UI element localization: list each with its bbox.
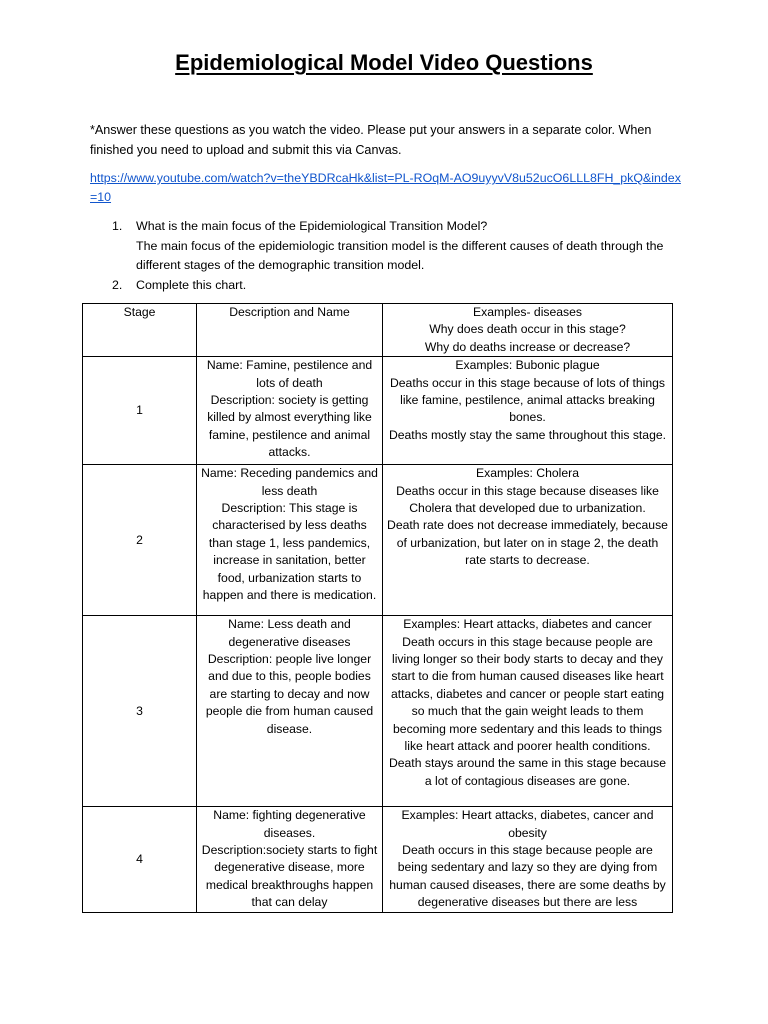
stage-description: Description: This stage is characterised by less deaths than stage 1, less pandemics, increase in sanitation, better food, urbanization starts to happen and there is medication. bbox=[202, 501, 377, 603]
table-header-row bbox=[83, 304, 673, 357]
stage-name: Name: fighting degenerative diseases. bbox=[213, 808, 366, 840]
video-link[interactable]: https://www.youtube.com/watch?v=theYBDRcaHk&list=PL-ROqM-AO9uyyvV8u52ucO6LLL8FH_pkQ&index=10 bbox=[90, 171, 681, 204]
examples-line: Death stays around the same in this stage because a lot of contagious diseases are gone. bbox=[388, 756, 667, 788]
stage-name: Name: Less death and degenerative diseases bbox=[228, 617, 351, 649]
examples-line: Deaths occur in this stage because diseases like Cholera that developed due to urbanization. bbox=[396, 483, 659, 516]
header-stage: Stage bbox=[83, 304, 197, 357]
header-examples-line: Why does death occur in this stage? bbox=[429, 322, 626, 337]
header-description: Description and Name bbox=[197, 304, 383, 357]
stage-description: Description:society starts to fight degenerative disease, more medical breakthroughs happen that can delay bbox=[201, 843, 378, 910]
stage-description: Description: people live longer and due to this, people bodies are starting to decay and now people die from human caused disease. bbox=[205, 652, 374, 736]
stage-description: Description: society is getting killed by almost everything like famine, pestilence and animal attacks. bbox=[207, 393, 372, 460]
description-cell bbox=[197, 357, 383, 465]
stage-name: Name: Receding pandemics and less death bbox=[201, 466, 378, 498]
examples-cell bbox=[383, 616, 673, 807]
question-list bbox=[112, 217, 682, 295]
answer-text: The main focus of the epidemiologic transition model is the different causes of death through the different stages of the demographic transition model. bbox=[136, 238, 664, 272]
description-cell bbox=[197, 807, 383, 912]
examples-line: Death rate does not decrease immediately, because of urbanization, but later on in stage 2, the death rate starts to decrease. bbox=[387, 518, 668, 568]
examples-line: Examples: Heart attacks, diabetes, cancer and obesity bbox=[401, 808, 654, 840]
examples-cell bbox=[383, 357, 673, 465]
table-row bbox=[83, 465, 673, 616]
question-number: 1. bbox=[112, 219, 123, 233]
examples-line: Death occurs in this stage because people are being sedentary and lazy so they are dying from human caused diseases, there are some deaths by degenerative diseases but there are less bbox=[389, 843, 666, 910]
table-row bbox=[83, 357, 673, 465]
question-text: What is the main focus of the Epidemiological Transition Model? bbox=[136, 219, 488, 233]
stage-name: Name: Famine, pestilence and lots of death bbox=[206, 358, 373, 390]
examples-line: Deaths mostly stay the same throughout this stage. bbox=[388, 427, 667, 442]
examples-line: Deaths occur in this stage because of lots of things like famine, pestilence, animal attacks breaking bones. bbox=[389, 375, 666, 425]
stage-table bbox=[82, 303, 673, 913]
question-item-1 bbox=[112, 217, 682, 276]
description-cell bbox=[197, 465, 383, 616]
examples-line: Death occurs in this stage because people are living longer so their body starts to decay and they start to die from human caused diseases like heart attacks, diabetes and cancer or people start eating so much that the gain weight leads to them becoming more sedentary and this leads to things like heart attack and poorer health conditions. bbox=[390, 634, 665, 754]
instructions-text: *Answer these questions as you watch the video. Please put your answers in a separate color. When finished you need to upload and submit this via Canvas. bbox=[90, 123, 652, 157]
examples-cell bbox=[383, 807, 673, 912]
stage-number: 4 bbox=[83, 807, 197, 912]
examples-line: Examples: Bubonic plague bbox=[455, 358, 600, 373]
page-title: Epidemiological Model Video Questions bbox=[175, 50, 593, 75]
stage-number: 3 bbox=[83, 616, 197, 807]
stage-number: 2 bbox=[83, 465, 197, 616]
examples-cell bbox=[383, 465, 673, 616]
question-number: 2. bbox=[112, 277, 123, 292]
table-row bbox=[83, 807, 673, 912]
question-item-2 bbox=[112, 276, 682, 296]
header-examples-line: Why do deaths increase or decrease? bbox=[424, 339, 631, 354]
table-row bbox=[83, 616, 673, 807]
examples-line: Examples: Cholera bbox=[476, 466, 579, 481]
header-examples bbox=[383, 304, 673, 357]
question-text: Complete this chart. bbox=[136, 277, 247, 292]
description-cell bbox=[197, 616, 383, 807]
stage-number: 1 bbox=[83, 357, 197, 465]
header-examples-line: Examples- diseases bbox=[472, 305, 583, 319]
examples-line: Examples: Heart attacks, diabetes and cancer bbox=[403, 617, 652, 632]
